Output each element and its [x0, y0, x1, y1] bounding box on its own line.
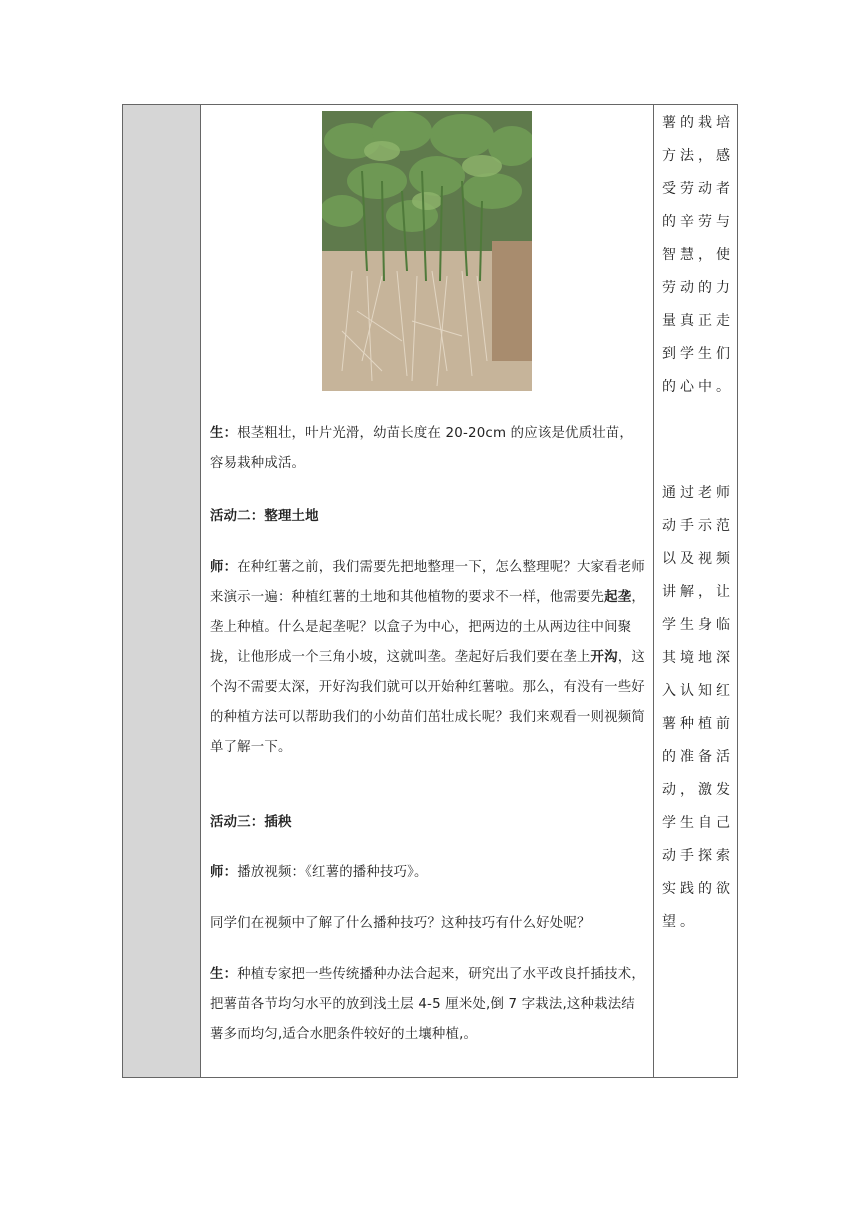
speaker-label: 师： — [210, 560, 238, 575]
teacher-land-preparation: 师：在种红薯之前，我们需要先把地整理一下，怎么整理呢？大家看老师来演示一遍：种植红薯的土地和其他植物的要求不一样，他需要先起垄，垄上种植。什么是起垄呢？以盒子为中心，把两边的土从两边往中间聚拢，让他形成一个三角小坡，这就叫垄。垄起好后我们要在垄上开沟，这个沟不需要太深，开好沟我们就可以开始种红薯啦。那么，有没有一些好的种植方法可以帮助我们的小幼苗们茁壮成长呢？我们来观看一则视频简单了解一下。 — [210, 560, 645, 755]
student-answer-technique: 生：种植专家把一些传统播种办法合起来，研究出了水平改良扦插技术，把薯苗各节均匀水平的放到浅土层 4-5 厘米处,倒 7 字栽法,这种栽法结薯多而均匀,适合水肥条件较好的土壤种植,。 — [210, 967, 645, 1042]
sweet-potato-seedlings-photo — [322, 111, 532, 391]
heading-activity-two — [210, 502, 646, 532]
lesson-table — [122, 104, 738, 1078]
heading-text: 活动三：插秧 — [210, 815, 292, 830]
seedlings-image — [322, 111, 532, 391]
heading-text: 活动二：整理土地 — [210, 509, 319, 524]
speaker-label: 生： — [210, 426, 238, 441]
design-intent-1: 薯的栽培方法，感受劳动者的辛劳与智慧，使劳动的力量真正走到学生们的心中。 — [662, 115, 734, 395]
student-answer-seedlings — [210, 419, 646, 479]
keyword-furrow: 开沟 — [590, 650, 618, 665]
keyword-ridge: 起垄 — [604, 590, 632, 605]
heading-activity-three — [210, 808, 646, 838]
paragraph-text: 根茎粗壮，叶片光滑，幼苗长度在 20-20cm 的应该是优质壮苗，容易栽种成活。 — [210, 426, 633, 471]
design-intent-2: 通过老师动手示范以及视频讲解，让学生身临其境地深入认知红薯种植前的准备活动，激发学生自己动手探索实践的欲望。 — [662, 485, 734, 930]
speaker-label: 生： — [210, 967, 238, 982]
left-column — [123, 105, 201, 1077]
question-paragraph: 同学们在视频中了解了什么播种技巧？这种技巧有什么好处呢？ — [210, 916, 591, 931]
speaker-label: 师： — [210, 865, 238, 880]
teacher-play-video: 师：播放视频：《红薯的播种技巧》。 — [210, 865, 428, 880]
